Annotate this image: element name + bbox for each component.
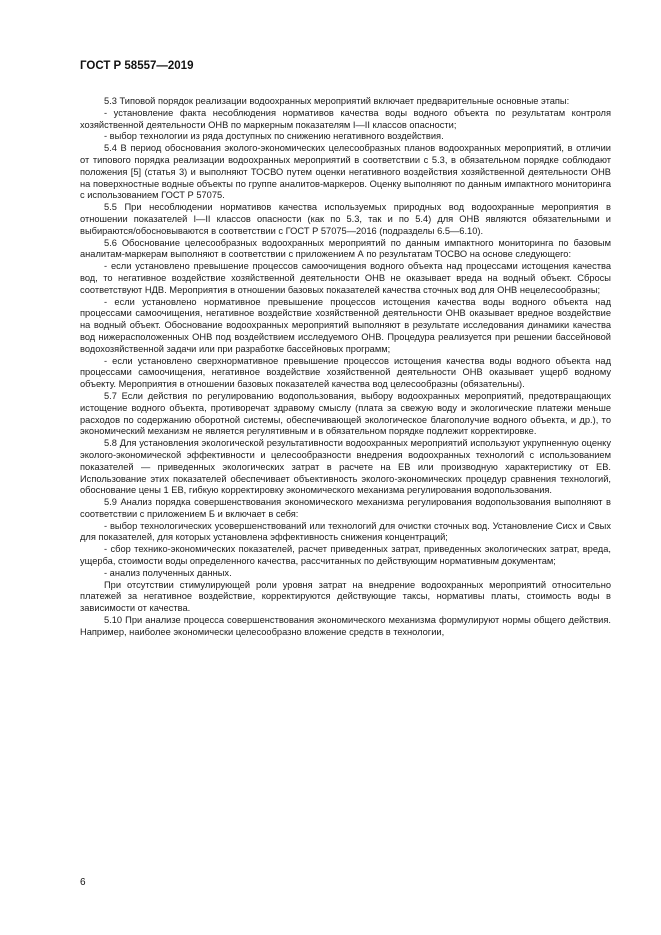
document-body xyxy=(80,96,611,639)
paragraph: - выбор технологии из ряда доступных по снижению негативного воздействия. xyxy=(104,131,444,142)
paragraph: 5.4 В период обоснования эколого-экономических целесообразных планов водоохранных мероприятий, в отличии от типового порядка реализации водоохранных мероприятий в соответствии с 5.3, в обязательном порядке соблюдают положения [5] (статья 3) и выполняют ТОСВО путем оценки негативного воздействия хозяйственной деятельности ОНВ на поверхностные водные объекты по группе аналитов-маркеров. Оценку выполняют по данным импактного мониторинга с использованием ГОСТ Р 57075. xyxy=(80,143,611,201)
paragraph: - если установлено превышение процессов самоочищения водного объекта над процессами истощения качества вод, то негативное воздействие хозяйственной деятельности ОНВ не оказывает вреда на водный объект. Сбросы соответствуют НДВ. Мероприятия в отношении базовых показателей качества сточных вод для ОНВ нецелесообразны; xyxy=(80,261,611,295)
paragraph: 5.10 При анализе процесса совершенствования экономического механизма формулируют нормы общего действия. Например, наиболее экономически целесообразно вложение средств в технологии, xyxy=(80,615,611,637)
paragraph: - если установлено сверхнормативное превышение процессов истощения качества воды водного объекта над процессами самоочищения, негативное воздействие хозяйственной деятельности ОНВ оказывает ущерб водному объекту. Мероприятия в отношении базовых показателей качества вод целесообразны (обязательны). xyxy=(80,355,611,390)
document-header: ГОСТ Р 58557—2019 xyxy=(80,60,194,72)
paragraph: - выбор технологических усовершенствований или технологий для очистки сточных вод. Установление Сисх и Свых для показателей, для которых установлена эффективность снижения концентраций; xyxy=(80,520,611,543)
paragraph: 5.3 Типовой порядок реализации водоохранных мероприятий включает предварительные основные этапы: xyxy=(104,96,570,106)
paragraph: 5.6 Обоснование целесообразных водоохранных мероприятий по данным импактного мониторинга по базовым аналитам-маркерам выполняют в соответствии с приложением А по результатам ТОСВО на основе следующего: xyxy=(80,237,611,260)
paragraph: 5.5 При несоблюдении нормативов качества используемых природных вод водоохранные мероприятия в отношении показателей I—II классов опасности (как по 5.3, так и по 5.4) для ОНВ являются обязательными и выбираются/обосновываются в соответствии с ГОСТ Р 57075—2016 (подразделы 6.5—6.10). xyxy=(80,202,611,236)
paragraph: 5.7 Если действия по регулированию водопользования, выбору водоохранных мероприятий, предотвращающих истощение водного объекта, противоречат здравому смыслу (плата за свежую воду и экологические платежи меньше расходов по содержанию оборотной системы, обеспечивающей экологическое благополучие водного объекта, и др.), то экономический механизм не является регулятивным и в обязательном порядке подлежит корректировке. xyxy=(80,390,611,437)
paragraph: 5.9 Анализ порядка совершенствования экономического механизма регулирования водопользования выполняют в соответствии с приложением Б и включает в себя: xyxy=(80,497,611,519)
page-number: 6 xyxy=(80,877,86,888)
paragraph: 5.8 Для установления экологической результативности водоохранных мероприятий используют укрупненную оценку эколого-экономической эффективности и целесообразности внедрения водоохранных технологий с использованием показателей — приведенных экологических затрат в расчете на ЕВ или производную характеристику от ЕВ. Использование этих показателей обеспечивает объективность эколого-экономических процедур сравнения технологий, обоснование цены 1 ЕВ, гибкую корректировку экономического механизма регулирования водопользования. xyxy=(80,438,611,496)
paragraph: - анализ полученных данных. xyxy=(104,567,232,578)
paragraph: При отсутствии стимулирующей роли уровня затрат на внедрение водоохранных мероприятий относительно платежей за негативное воздействие, корректируются действующие таксы, нормативы платы, стоимость воды в зависимости от качества. xyxy=(80,579,611,614)
paragraph: - сбор технико-экономических показателей, расчет приведенных затрат, приведенных экологических затрат, вреда, ущерба, стоимости воды определенного качества, рассчитанных по действующим нормативным документам; xyxy=(80,544,611,567)
paragraph: - установление факта несоблюдения нормативов качества воды водного объекта по результатам контроля хозяйственной деятельности ОНВ по маркерным показателям I—II классов опасности; xyxy=(80,107,611,130)
paragraph: - если установлено нормативное превышение процессов истощения качества воды водного объекта над процессами самоочищения, негативное воздействие хозяйственной деятельности ОНВ оказывает вредное воздействие на водный объект. Обоснование водоохранных мероприятий выполняют в результате исследования динамики качества вод нижерасположенных ОНВ под воздействием исследуемого ОНВ. Процедура реализуется при решении бассейновой водохозяйственной задачи или при разработке бассейновых программ; xyxy=(80,296,611,354)
